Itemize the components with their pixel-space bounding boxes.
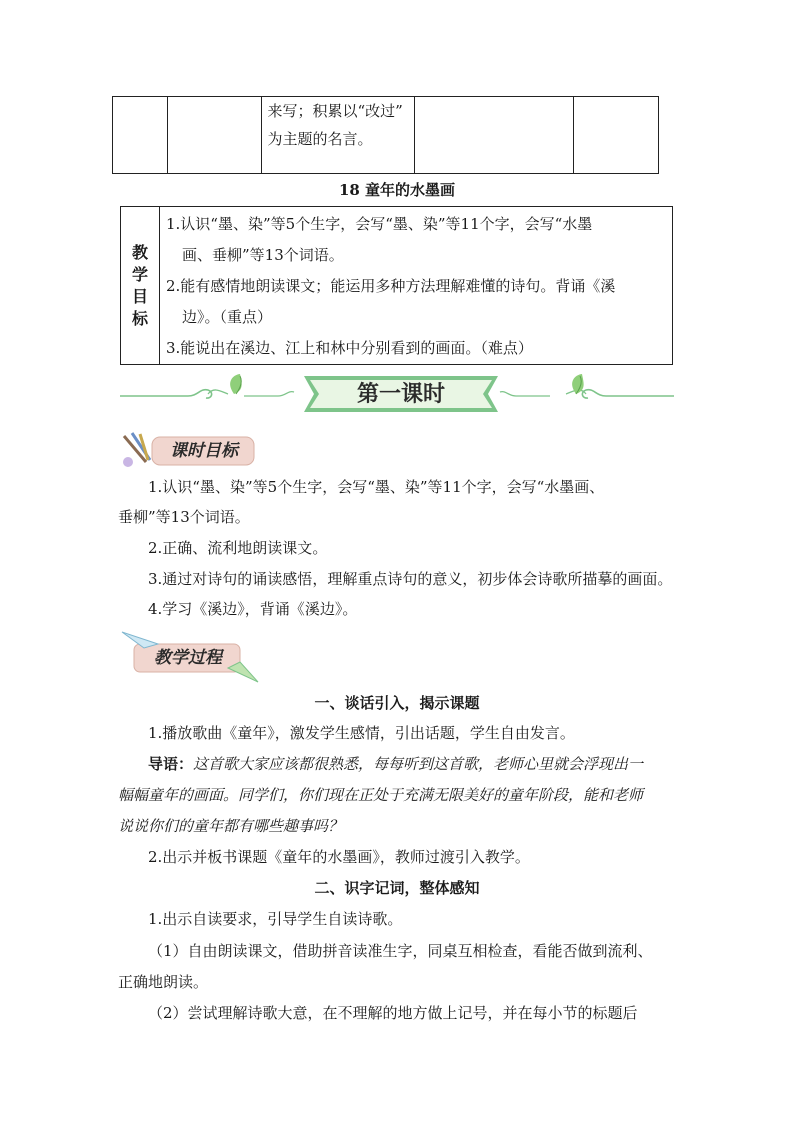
objective-line: 1.认识“墨、染”等5个生字，会写“墨、染”等11个字，会写“水墨画、	[148, 478, 605, 496]
paragraph-line: （2）尝试理解诗歌大意，在不理解的地方做上记号，并在每小节的标题后	[148, 1004, 638, 1022]
lesson-title: 18 童年的水墨画	[338, 181, 456, 199]
objective-line: 4.学习《溪边》，背诵《溪边》。	[148, 600, 358, 618]
goal-line: 2.能有感情地朗读课文；能运用多种方法理解难懂的诗句。背诵《溪	[166, 277, 616, 295]
table-cell	[415, 97, 573, 174]
teaching-goals-table	[120, 206, 673, 365]
goal-line: 画、垂柳”等13个词语。	[182, 246, 344, 264]
goals-label-char: 学	[131, 264, 148, 284]
section-badge-objectives	[118, 430, 258, 470]
table-cell	[573, 97, 658, 174]
goals-content-cell	[160, 207, 673, 365]
goal-line: 边》。（重点）	[182, 308, 273, 326]
guide-paragraph-line: 说说你们的童年都有哪些趣事吗？	[118, 817, 344, 835]
section-heading: 一、谈话引入，揭示课题	[314, 694, 480, 712]
cell-text-line: 为主题的名言。	[267, 130, 373, 148]
table-cell	[168, 97, 261, 174]
leaf-icon	[230, 374, 242, 394]
paragraph-line: 1.出示自读要求，引导学生自读诗歌。	[148, 910, 403, 928]
lesson-period-banner	[118, 372, 676, 416]
objective-line: 2.正确、流利地朗读课文。	[148, 539, 328, 557]
section-heading: 二、识字记词，整体感知	[314, 879, 480, 897]
cell-text-line: 来写；积累以“改过”	[267, 102, 403, 120]
objective-line: 垂柳”等13个词语。	[118, 508, 250, 526]
goal-line: 3.能说出在溪边、江上和林中分别看到的画面。（难点）	[166, 339, 533, 357]
goals-label-char: 教	[131, 242, 148, 262]
guide-paragraph-line	[148, 749, 643, 779]
paragraph-line: 正确地朗读。	[118, 973, 209, 991]
guide-text: 这首歌大家应该都很熟悉，每每听到这首歌，老师心里就会浮现出一	[193, 755, 644, 773]
badge-label: 课时目标	[170, 441, 238, 461]
paragraph-line: 2.出示并板书课题《童年的水墨画》，教师过渡引入教学。	[148, 848, 530, 866]
guide-paragraph-line: 幅幅童年的画面。同学们，你们现在正处于充满无限美好的童年阶段，能和老师	[118, 786, 644, 804]
goals-label-char: 标	[131, 308, 148, 328]
previous-lesson-table	[112, 96, 659, 174]
goals-label-char: 目	[131, 286, 148, 306]
banner-title: 第一课时	[356, 381, 445, 407]
paragraph-line: 1.播放歌曲《童年》，激发学生感情，引出话题，学生自由发言。	[148, 724, 575, 742]
goal-line: 1.认识“墨、染”等5个生字，会写“墨、染”等11个字，会写“水墨	[166, 215, 593, 233]
badge-label: 教学过程	[154, 648, 222, 668]
objective-line: 3.通过对诗句的诵读感悟，理解重点诗句的意义，初步体会诗歌所描摹的画面。	[148, 570, 673, 588]
table-cell	[113, 97, 168, 174]
guide-label: 导语：	[148, 755, 194, 773]
table-cell	[261, 97, 415, 174]
paragraph-line: （1）自由朗读课文，借助拼音读准生字，同桌互相检查，看能否做到流利、	[148, 942, 653, 960]
section-badge-process	[118, 628, 260, 684]
goals-label-cell	[121, 207, 160, 365]
